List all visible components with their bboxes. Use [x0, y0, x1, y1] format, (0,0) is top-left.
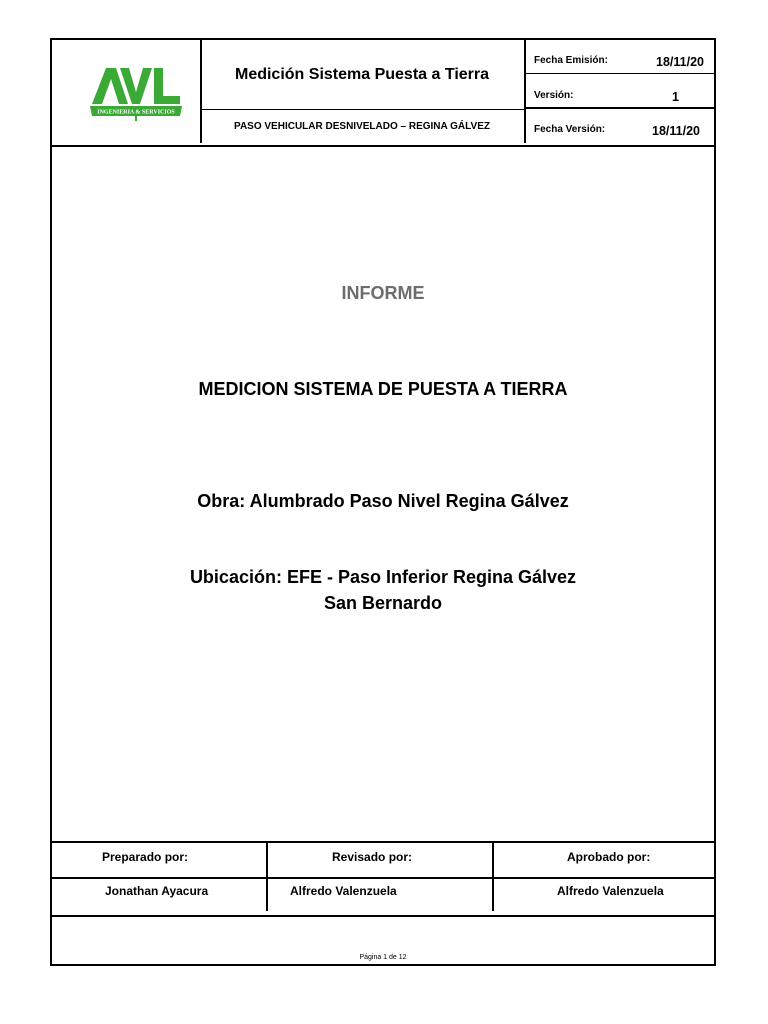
aprobado-name: Alfredo Valenzuela [557, 884, 664, 898]
preparado-name: Jonathan Ayacura [105, 884, 209, 898]
fecha-emision-value: 18/11/20 [656, 55, 704, 69]
ubicacion-line-1: Ubicación: EFE - Paso Inferior Regina Gálvez [189, 567, 577, 587]
signature-table [52, 841, 714, 917]
project-subtitle-cell [200, 110, 526, 143]
fecha-version-value: 18/11/20 [652, 124, 700, 138]
version-label: Versión: [534, 90, 574, 101]
revisado-name: Alfredo Valenzuela [290, 884, 397, 898]
page-number: Página 1 de 12 [359, 954, 407, 961]
obra-line: Obra: Alumbrado Paso Nivel Regina Gálvez [197, 491, 569, 511]
ubicacion-line-2: San Bernardo [323, 593, 443, 613]
aprobado-label: Aprobado por: [567, 850, 651, 864]
project-subtitle: PASO VEHICULAR DESNIVELADO – REGINA GÁLVEZ [234, 121, 490, 132]
document-header [52, 40, 714, 147]
document-page [50, 38, 716, 966]
document-title: Medición Sistema Puesta a Tierra [234, 65, 490, 83]
logo-subtext: INGENIERIA & SERVICIOS [97, 109, 175, 116]
signature-column-aprobado [494, 843, 714, 911]
version-value: 1 [672, 90, 679, 104]
company-logo [90, 64, 182, 122]
fecha-emision-row [526, 40, 714, 74]
signature-column-revisado [268, 843, 494, 911]
ubicacion-block [52, 564, 714, 616]
signature-column-preparado [52, 843, 268, 911]
revisado-label: Revisado por: [332, 850, 413, 864]
fecha-emision-label: Fecha Emisión: [534, 55, 608, 66]
logo-cell [52, 40, 202, 143]
report-main-title: MEDICION SISTEMA DE PUESTA A TIERRA [198, 379, 568, 399]
preparado-label: Preparado por: [102, 850, 189, 864]
fecha-version-row [526, 109, 714, 143]
document-title-cell [200, 40, 526, 110]
fecha-version-label: Fecha Versión: [534, 124, 606, 135]
informe-heading: INFORME [341, 283, 425, 303]
version-row [526, 74, 714, 109]
